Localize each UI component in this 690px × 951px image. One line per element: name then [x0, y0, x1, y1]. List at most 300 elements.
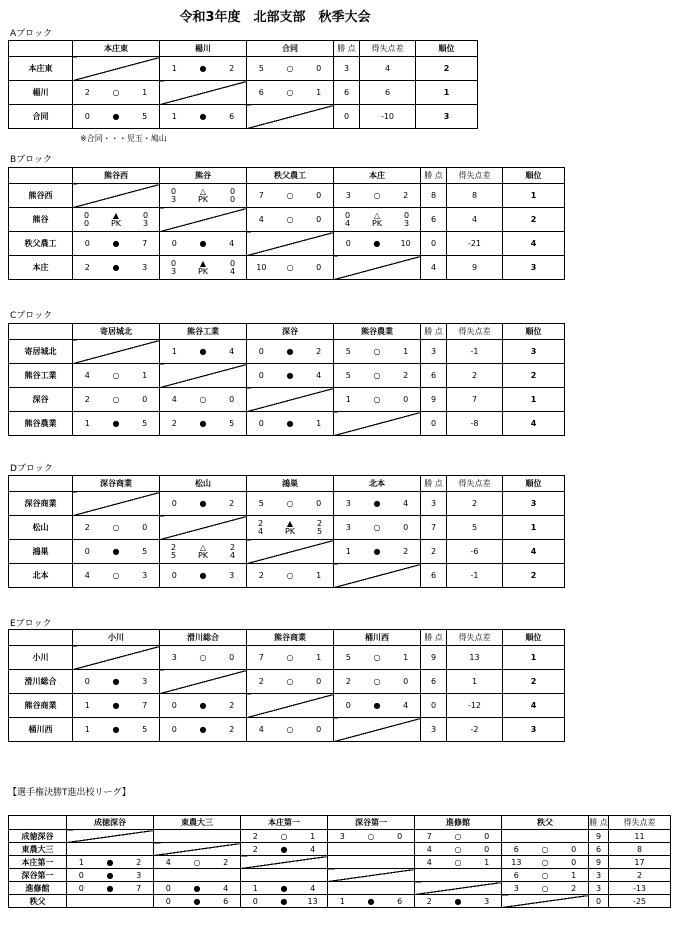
score-left: 0	[345, 701, 351, 710]
score-left: 0	[84, 239, 90, 248]
score-left: 0	[171, 239, 177, 248]
score-right: 0	[229, 653, 235, 662]
goal-diff: -13	[609, 882, 671, 895]
match-result	[73, 412, 160, 436]
score-right: 5	[142, 547, 148, 556]
score-left	[171, 188, 176, 204]
score-right: 0	[484, 831, 490, 841]
match-result	[73, 105, 160, 129]
score-right: 7	[142, 701, 148, 710]
match-result	[247, 57, 334, 81]
points: 9	[589, 856, 609, 869]
result-mark: ○	[286, 64, 294, 73]
rank: 4	[503, 412, 565, 436]
score-right: 2	[316, 347, 322, 356]
score-left: 4	[171, 395, 177, 404]
empty-cell	[415, 869, 502, 882]
self-match-diagonal	[73, 57, 160, 81]
score-left: 0	[78, 870, 84, 880]
pk-label: PK	[371, 218, 383, 228]
score-left: 6	[258, 88, 264, 97]
match-result	[73, 232, 160, 256]
table-row	[9, 843, 671, 856]
score	[415, 856, 501, 868]
score	[73, 232, 159, 255]
table-row	[9, 208, 565, 232]
result-mark: ○	[286, 677, 294, 686]
pk-label: PK	[284, 526, 296, 536]
header-row	[9, 41, 478, 57]
result-mark: ○	[286, 215, 294, 224]
score	[73, 388, 159, 411]
score-left: 0	[165, 896, 171, 906]
score-left: 1	[84, 419, 90, 428]
self-match-diagonal	[334, 256, 421, 280]
score-left: 4	[84, 371, 90, 380]
score-right: 5	[142, 112, 148, 121]
score-left: 6	[513, 844, 519, 854]
result-mark: ○	[286, 499, 294, 508]
points: 6	[421, 208, 447, 232]
pk-score	[160, 188, 246, 204]
points: 0	[421, 232, 447, 256]
corner-cell	[9, 476, 73, 492]
goal-diff-header: 得失点差	[447, 168, 503, 184]
rank: 1	[503, 516, 565, 540]
match-result	[415, 895, 502, 908]
rank: 1	[503, 646, 565, 670]
score-left: 4	[426, 857, 432, 867]
score-right: 7	[142, 239, 148, 248]
match-result	[67, 869, 154, 882]
goal-diff: -1	[447, 340, 503, 364]
score-right: 0	[316, 191, 322, 200]
score-left-pk: 3	[170, 194, 177, 204]
team-name: 本庄	[9, 256, 73, 280]
team-name: 合同	[9, 105, 73, 129]
result-mark	[198, 544, 208, 560]
score-right	[230, 544, 235, 560]
score	[241, 830, 327, 842]
score-right: 0	[316, 215, 322, 224]
match-result	[247, 208, 334, 232]
score-right: 6	[223, 896, 229, 906]
score	[73, 364, 159, 387]
score-left: 1	[171, 347, 177, 356]
score	[334, 540, 420, 563]
score-left-regular: 0	[170, 258, 177, 268]
score-right: 4	[223, 883, 229, 893]
score	[241, 882, 327, 894]
score-left: 3	[345, 499, 351, 508]
rank: 2	[503, 364, 565, 388]
score	[502, 856, 588, 868]
score-right: 1	[142, 88, 148, 97]
empty-cell	[328, 856, 415, 869]
score-left: 1	[252, 883, 258, 893]
match-result	[502, 869, 589, 882]
score-right: 2	[403, 371, 409, 380]
score-right: 5	[142, 725, 148, 734]
self-match-diagonal	[502, 895, 589, 908]
match-result	[247, 718, 334, 742]
points: 0	[334, 105, 360, 129]
table-row	[9, 364, 565, 388]
result-mark: ●	[106, 857, 114, 867]
result-mark: ●	[199, 112, 207, 121]
result-mark: ●	[280, 844, 288, 854]
score-left: 0	[171, 701, 177, 710]
score	[334, 364, 420, 387]
match-result	[334, 540, 421, 564]
match-result	[247, 184, 334, 208]
rank: 4	[503, 232, 565, 256]
team-name: 本庄第一	[9, 856, 67, 869]
match-result	[241, 895, 328, 908]
pk-score	[73, 212, 159, 228]
score-left: 2	[84, 395, 90, 404]
result-mark: ○	[373, 395, 381, 404]
score-right-pk: 4	[229, 550, 236, 560]
empty-cell	[154, 869, 241, 882]
rank-header: 順位	[503, 324, 565, 340]
match-result	[160, 718, 247, 742]
match-result	[328, 830, 415, 843]
rank: 3	[416, 105, 478, 129]
match-result	[247, 412, 334, 436]
score	[73, 105, 159, 128]
rank: 3	[503, 340, 565, 364]
score	[154, 882, 240, 894]
corner-cell	[9, 816, 67, 830]
pk-score	[160, 260, 246, 276]
league-table	[8, 40, 478, 129]
score-left-regular: 2	[170, 542, 177, 552]
score-left: 2	[84, 263, 90, 272]
score-left	[84, 212, 89, 228]
result-mark: ●	[286, 419, 294, 428]
result-mark: ○	[286, 88, 294, 97]
rank: 2	[503, 564, 565, 588]
result-mark	[198, 260, 208, 276]
match-result	[160, 412, 247, 436]
match-result	[415, 830, 502, 843]
match-result	[160, 492, 247, 516]
table-row	[9, 340, 565, 364]
match-result	[73, 256, 160, 280]
result-mark: ●	[199, 239, 207, 248]
opponent-header: 滑川総合	[160, 630, 247, 646]
score-right: 3	[484, 896, 490, 906]
score-left: 2	[258, 571, 264, 580]
corner-cell	[9, 41, 73, 57]
match-result	[160, 340, 247, 364]
match-result	[160, 388, 247, 412]
corner-cell	[9, 168, 73, 184]
score	[502, 869, 588, 881]
score-right: 1	[316, 571, 322, 580]
score	[160, 718, 246, 741]
empty-cell	[67, 895, 154, 908]
points: 8	[421, 184, 447, 208]
rank: 3	[503, 492, 565, 516]
score-left	[345, 212, 350, 228]
result-mark: ●	[106, 883, 114, 893]
match-result	[67, 856, 154, 869]
match-result	[160, 256, 247, 280]
score-left: 0	[84, 112, 90, 121]
match-result	[334, 492, 421, 516]
result-mark: ●	[280, 883, 288, 893]
score-right: 2	[571, 883, 577, 893]
goal-diff-header: 得失点差	[447, 476, 503, 492]
score-left: 3	[171, 653, 177, 662]
goal-diff: 11	[609, 830, 671, 843]
score-left: 1	[171, 112, 177, 121]
match-result	[73, 364, 160, 388]
result-mark: ○	[286, 653, 294, 662]
corner-cell	[9, 630, 73, 646]
team-name: 鴻巣	[9, 540, 73, 564]
score-left: 0	[171, 725, 177, 734]
score	[247, 718, 333, 741]
score-right: 0	[316, 725, 322, 734]
block-note: ※合同・・・児玉・鳩山	[80, 134, 167, 143]
team-name: 松山	[9, 516, 73, 540]
score-right: 2	[403, 547, 409, 556]
goal-diff: 8	[609, 843, 671, 856]
points: 0	[421, 694, 447, 718]
score	[334, 388, 420, 411]
opponent-header: 本庄東	[73, 41, 160, 57]
result-symbol: ▲	[286, 518, 294, 528]
score-left: 5	[258, 64, 264, 73]
points: 0	[421, 412, 447, 436]
score-right: 2	[403, 191, 409, 200]
goal-diff-header: 得失点差	[447, 324, 503, 340]
score	[415, 830, 501, 842]
goal-diff: -6	[447, 540, 503, 564]
result-mark: ●	[112, 263, 120, 272]
score	[247, 364, 333, 387]
score-right: 1	[403, 653, 409, 662]
score-right: 1	[571, 870, 577, 880]
score-left: 4	[165, 857, 171, 867]
opponent-header: 熊谷工業	[160, 324, 247, 340]
result-mark: ○	[112, 571, 120, 580]
score-right: 0	[571, 844, 577, 854]
self-match-diagonal	[73, 492, 160, 516]
score-left: 1	[78, 857, 84, 867]
result-mark: ○	[373, 347, 381, 356]
match-result	[160, 184, 247, 208]
rank: 3	[503, 256, 565, 280]
score-right: 1	[484, 857, 490, 867]
score	[502, 882, 588, 894]
opponent-header: 秩父農工	[247, 168, 334, 184]
score-left: 7	[258, 191, 264, 200]
score-left: 0	[84, 547, 90, 556]
opponent-header: 進修館	[415, 816, 502, 830]
result-mark: ○	[286, 725, 294, 734]
score	[328, 895, 414, 907]
goal-diff: -25	[609, 895, 671, 908]
goal-diff: -1	[447, 564, 503, 588]
score-right: 2	[223, 857, 229, 867]
score-right-pk: 4	[229, 266, 236, 276]
self-match-diagonal	[334, 564, 421, 588]
result-mark: ●	[373, 239, 381, 248]
result-mark: ●	[112, 239, 120, 248]
score-right: 0	[229, 395, 235, 404]
rank: 2	[503, 208, 565, 232]
match-result	[73, 516, 160, 540]
score-right	[317, 520, 322, 536]
result-mark: ●	[199, 419, 207, 428]
score-left-pk: 0	[83, 218, 90, 228]
score-right-regular: 0	[142, 210, 149, 220]
goal-diff: -10	[360, 105, 416, 129]
result-symbol: △	[199, 542, 207, 552]
goal-diff: 17	[609, 856, 671, 869]
score-right: 4	[316, 371, 322, 380]
score-right: 5	[142, 419, 148, 428]
result-mark: ●	[112, 112, 120, 121]
result-mark: ●	[193, 883, 201, 893]
empty-cell	[328, 882, 415, 895]
goal-diff: -2	[447, 718, 503, 742]
score-right	[230, 260, 235, 276]
score-left: 2	[84, 88, 90, 97]
opponent-header: 本庄	[334, 168, 421, 184]
score	[160, 412, 246, 435]
score-left: 2	[252, 831, 258, 841]
score-left	[171, 544, 176, 560]
score-left: 5	[345, 371, 351, 380]
self-match-diagonal	[247, 540, 334, 564]
score	[73, 516, 159, 539]
score-left: 0	[165, 883, 171, 893]
empty-cell	[67, 843, 154, 856]
score-right	[404, 212, 409, 228]
opponent-header: 熊谷農業	[334, 324, 421, 340]
result-symbol: ▲	[112, 210, 120, 220]
goal-diff: 9	[447, 256, 503, 280]
score-right: 3	[136, 870, 142, 880]
score	[334, 184, 420, 207]
match-result	[247, 516, 334, 540]
opponent-header: 深谷商業	[73, 476, 160, 492]
result-mark: ●	[199, 64, 207, 73]
score-left: 2	[258, 677, 264, 686]
block-label: Aブロック	[10, 29, 52, 39]
score-left: 5	[345, 347, 351, 356]
self-match-diagonal	[334, 412, 421, 436]
score-left: 0	[78, 883, 84, 893]
header-row	[9, 476, 565, 492]
score	[334, 694, 420, 717]
match-result	[73, 564, 160, 588]
score-right: 0	[316, 677, 322, 686]
score-right-regular: 2	[229, 542, 236, 552]
points: 4	[421, 256, 447, 280]
result-mark: ●	[112, 725, 120, 734]
score	[415, 895, 501, 907]
team-name: 秩父	[9, 895, 67, 908]
result-mark: ○	[373, 371, 381, 380]
points-header: 勝 点	[421, 476, 447, 492]
score-left: 3	[513, 883, 519, 893]
goal-diff: 2	[447, 492, 503, 516]
goal-diff: -21	[447, 232, 503, 256]
league-label: 【選手権決勝T進出校リーグ】	[8, 788, 131, 798]
result-mark	[372, 212, 382, 228]
score	[73, 540, 159, 563]
self-match-diagonal	[73, 646, 160, 670]
opponent-header: 熊谷西	[73, 168, 160, 184]
result-mark: ●	[199, 701, 207, 710]
points: 6	[589, 843, 609, 856]
points-header: 勝 点	[421, 324, 447, 340]
score-left: 2	[171, 419, 177, 428]
score-right-regular: 0	[229, 186, 236, 196]
score	[160, 694, 246, 717]
goal-diff-header: 得失点差	[447, 630, 503, 646]
score	[154, 895, 240, 907]
score-right: 4	[229, 347, 235, 356]
result-mark: ●	[112, 701, 120, 710]
table-row	[9, 232, 565, 256]
score-right: 1	[403, 347, 409, 356]
result-mark: ○	[373, 191, 381, 200]
score-left-regular: 0	[170, 186, 177, 196]
score-right-pk: 5	[316, 526, 323, 536]
score-right	[143, 212, 148, 228]
match-result	[334, 388, 421, 412]
result-mark: ○	[541, 857, 549, 867]
league-table	[8, 475, 565, 588]
score-right: 6	[397, 896, 403, 906]
empty-cell	[328, 843, 415, 856]
table-row	[9, 670, 565, 694]
team-name: 熊谷西	[9, 184, 73, 208]
score-right: 4	[229, 239, 235, 248]
result-mark: ○	[373, 653, 381, 662]
match-result	[154, 882, 241, 895]
points: 6	[334, 81, 360, 105]
score-left: 3	[345, 523, 351, 532]
table-row	[9, 718, 565, 742]
opponent-header: 秩父	[502, 816, 589, 830]
match-result	[334, 340, 421, 364]
rank-header: 順位	[503, 476, 565, 492]
block-label: Eブロック	[10, 619, 52, 629]
match-result	[73, 81, 160, 105]
score	[328, 830, 414, 842]
points: 3	[589, 869, 609, 882]
goal-diff: 5	[447, 516, 503, 540]
match-result	[241, 830, 328, 843]
goal-diff: 1	[447, 670, 503, 694]
result-mark: ○	[199, 653, 207, 662]
result-mark: ●	[199, 347, 207, 356]
score-right: 0	[403, 395, 409, 404]
score-left: 1	[339, 896, 345, 906]
goal-diff: -8	[447, 412, 503, 436]
goal-diff: 8	[447, 184, 503, 208]
score-left: 0	[84, 677, 90, 686]
result-mark: ○	[286, 191, 294, 200]
